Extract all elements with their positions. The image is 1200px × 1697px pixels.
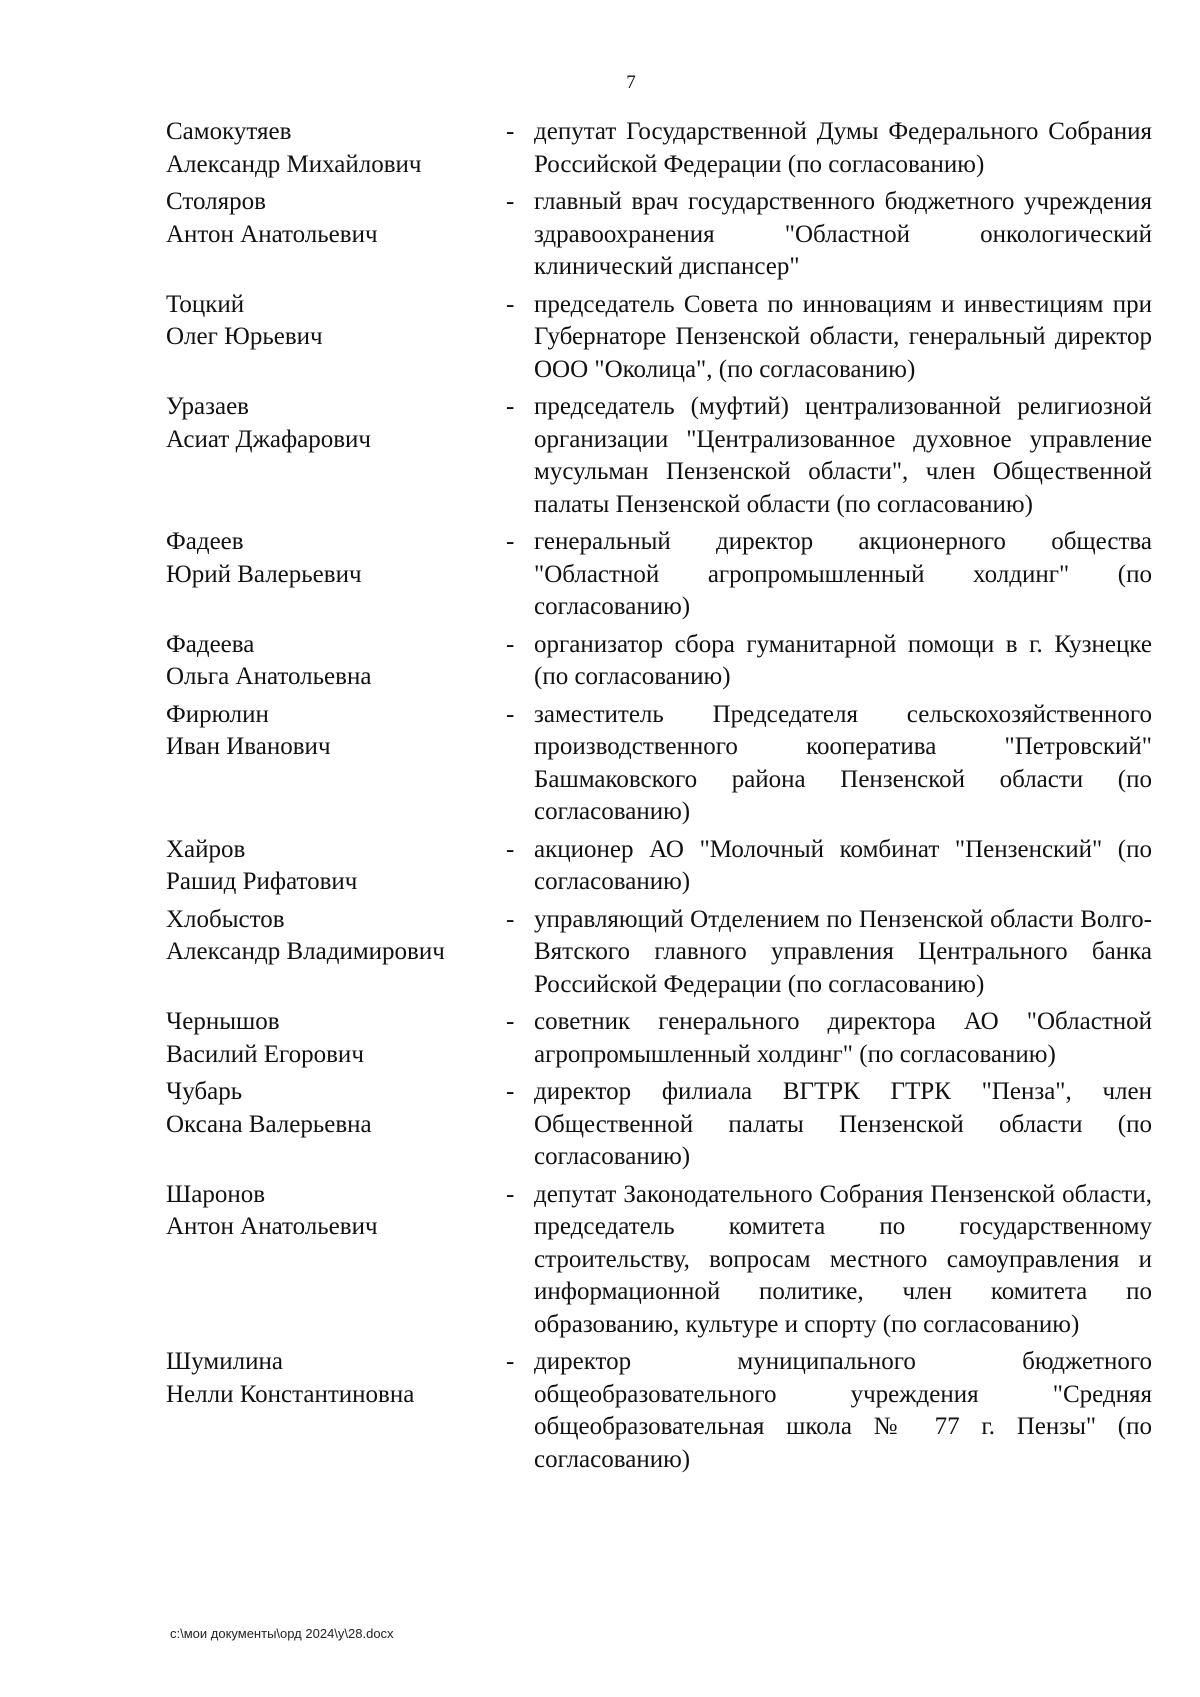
member-surname: Столяров bbox=[166, 188, 266, 215]
dash-separator: - bbox=[506, 1348, 515, 1375]
dash-separator: - bbox=[506, 700, 515, 728]
list-item bbox=[166, 289, 1156, 387]
member-name bbox=[166, 186, 506, 284]
member-name bbox=[166, 1006, 506, 1071]
member-surname: Фадеева bbox=[166, 630, 255, 658]
member-role: депутат Законодательного Собрания Пензенской области, председатель комитета по государственному строительству, вопросам местного самоуправления и информационной политике, член комитета по образованию, культуре и спорту (по согласованию) bbox=[534, 1180, 1152, 1338]
member-name bbox=[166, 116, 506, 181]
member-given-name: Ольга Анатольевна bbox=[166, 663, 372, 690]
member-role: заместитель Председателя сельскохозяйственного производственного кооператива "Петровский" Башмаковского района Пензенской области (по согласованию) bbox=[534, 700, 1152, 825]
dash-separator: - bbox=[506, 188, 515, 215]
member-surname: Тоцкий bbox=[166, 290, 245, 318]
list-item bbox=[166, 699, 1156, 829]
list-item bbox=[166, 116, 1156, 181]
member-name bbox=[166, 391, 506, 521]
dash-separator: - bbox=[506, 118, 515, 145]
member-name bbox=[166, 904, 506, 1002]
member-name bbox=[166, 629, 506, 694]
member-name bbox=[166, 834, 506, 899]
dash-separator: - bbox=[506, 1078, 515, 1105]
list-item bbox=[166, 186, 1156, 284]
member-name bbox=[166, 289, 506, 387]
file-path-footer: c:\мои документы\орд 2024\у\28.docx bbox=[170, 1626, 394, 1641]
member-surname: Чубарь bbox=[166, 1078, 243, 1105]
member-name bbox=[166, 1346, 506, 1476]
member-given-name: Василий Егорович bbox=[166, 1040, 364, 1068]
member-role: акционер АО "Молочный комбинат "Пензенский" (по согласованию) bbox=[534, 835, 1152, 895]
member-given-name: Олег Юрьевич bbox=[166, 323, 323, 350]
member-role: управляющий Отделением по Пензенской области Волго-Вятского главного управления Центрального банка Российской Федерации (по согласованию) bbox=[534, 905, 1152, 998]
member-given-name: Антон Анатольевич bbox=[166, 220, 378, 248]
member-surname: Чернышов bbox=[166, 1008, 280, 1035]
dash-separator: - bbox=[506, 630, 515, 658]
dash-separator: - bbox=[506, 1008, 515, 1035]
member-surname: Хлобыстов bbox=[166, 905, 285, 933]
member-role: председатель Совета по инновациям и инвестициям при Губернаторе Пензенской области, генеральный директор ООО "Околица", (по согласованию) bbox=[534, 290, 1152, 383]
member-surname: Шумилина bbox=[166, 1348, 283, 1375]
member-role: директор муниципального бюджетного общеобразовательного учреждения "Средняя общеобразовательная школа № 77 г. Пензы" (по согласованию) bbox=[534, 1348, 1152, 1473]
member-surname: Фирюлин bbox=[166, 700, 269, 728]
list-item bbox=[166, 526, 1156, 624]
list-item bbox=[166, 1346, 1156, 1476]
list-item bbox=[166, 1179, 1156, 1342]
member-surname: Самокутяев bbox=[166, 118, 292, 145]
member-name bbox=[166, 1076, 506, 1174]
page-number: 7 bbox=[626, 72, 636, 93]
dash-separator: - bbox=[506, 290, 515, 318]
member-given-name: Юрий Валерьевич bbox=[166, 560, 362, 588]
member-role: депутат Государственной Думы Федерального Собрания Российской Федерации (по согласованию) bbox=[534, 118, 1152, 178]
member-role: директор филиала ВГТРК ГТРК "Пенза", член Общественной палаты Пензенской области (по согласованию) bbox=[534, 1078, 1152, 1170]
member-role: главный врач государственного бюджетного учреждения здравоохранения "Областной онкологический клинический диспансер" bbox=[534, 188, 1152, 280]
member-name bbox=[166, 526, 506, 624]
member-role: генеральный директор акционерного общества "Областной агропромышленный холдинг" (по согласованию) bbox=[534, 528, 1152, 620]
member-surname: Шаронов bbox=[166, 1180, 265, 1208]
member-surname: Хайров bbox=[166, 835, 246, 863]
member-name bbox=[166, 699, 506, 829]
member-role: председатель (муфтий) централизованной религиозной организации "Централизованное духовное управление мусульман Пензенской области", член Общественной палаты Пензенской области (по согласованию) bbox=[534, 393, 1152, 518]
member-given-name: Антон Анатольевич bbox=[166, 1213, 378, 1240]
list-item bbox=[166, 1006, 1156, 1071]
member-role: советник генерального директора АО "Областной агропромышленный холдинг" (по согласованию) bbox=[534, 1008, 1152, 1068]
member-given-name: Рашид Рифатович bbox=[166, 868, 358, 895]
member-given-name: Александр Владимирович bbox=[166, 938, 445, 965]
member-surname: Фадеев bbox=[166, 528, 244, 555]
list-item bbox=[166, 391, 1156, 521]
members-list bbox=[166, 116, 1156, 1481]
member-given-name: Александр Михайлович bbox=[166, 150, 422, 178]
member-role: организатор сбора гуманитарной помощи в г. Кузнецке (по согласованию) bbox=[534, 630, 1152, 690]
dash-separator: - bbox=[506, 905, 515, 933]
list-item bbox=[166, 834, 1156, 899]
member-given-name: Нелли Константиновна bbox=[166, 1380, 415, 1408]
dash-separator: - bbox=[506, 1180, 515, 1208]
dash-separator: - bbox=[506, 835, 515, 863]
list-item bbox=[166, 629, 1156, 694]
member-given-name: Асиат Джафарович bbox=[166, 425, 372, 453]
member-surname: Уразаев bbox=[166, 393, 249, 420]
dash-separator: - bbox=[506, 393, 515, 420]
member-given-name: Иван Иванович bbox=[166, 733, 331, 760]
dash-separator: - bbox=[506, 528, 515, 555]
member-given-name: Оксана Валерьевна bbox=[166, 1110, 372, 1138]
member-name bbox=[166, 1179, 506, 1342]
list-item bbox=[166, 904, 1156, 1002]
list-item bbox=[166, 1076, 1156, 1174]
